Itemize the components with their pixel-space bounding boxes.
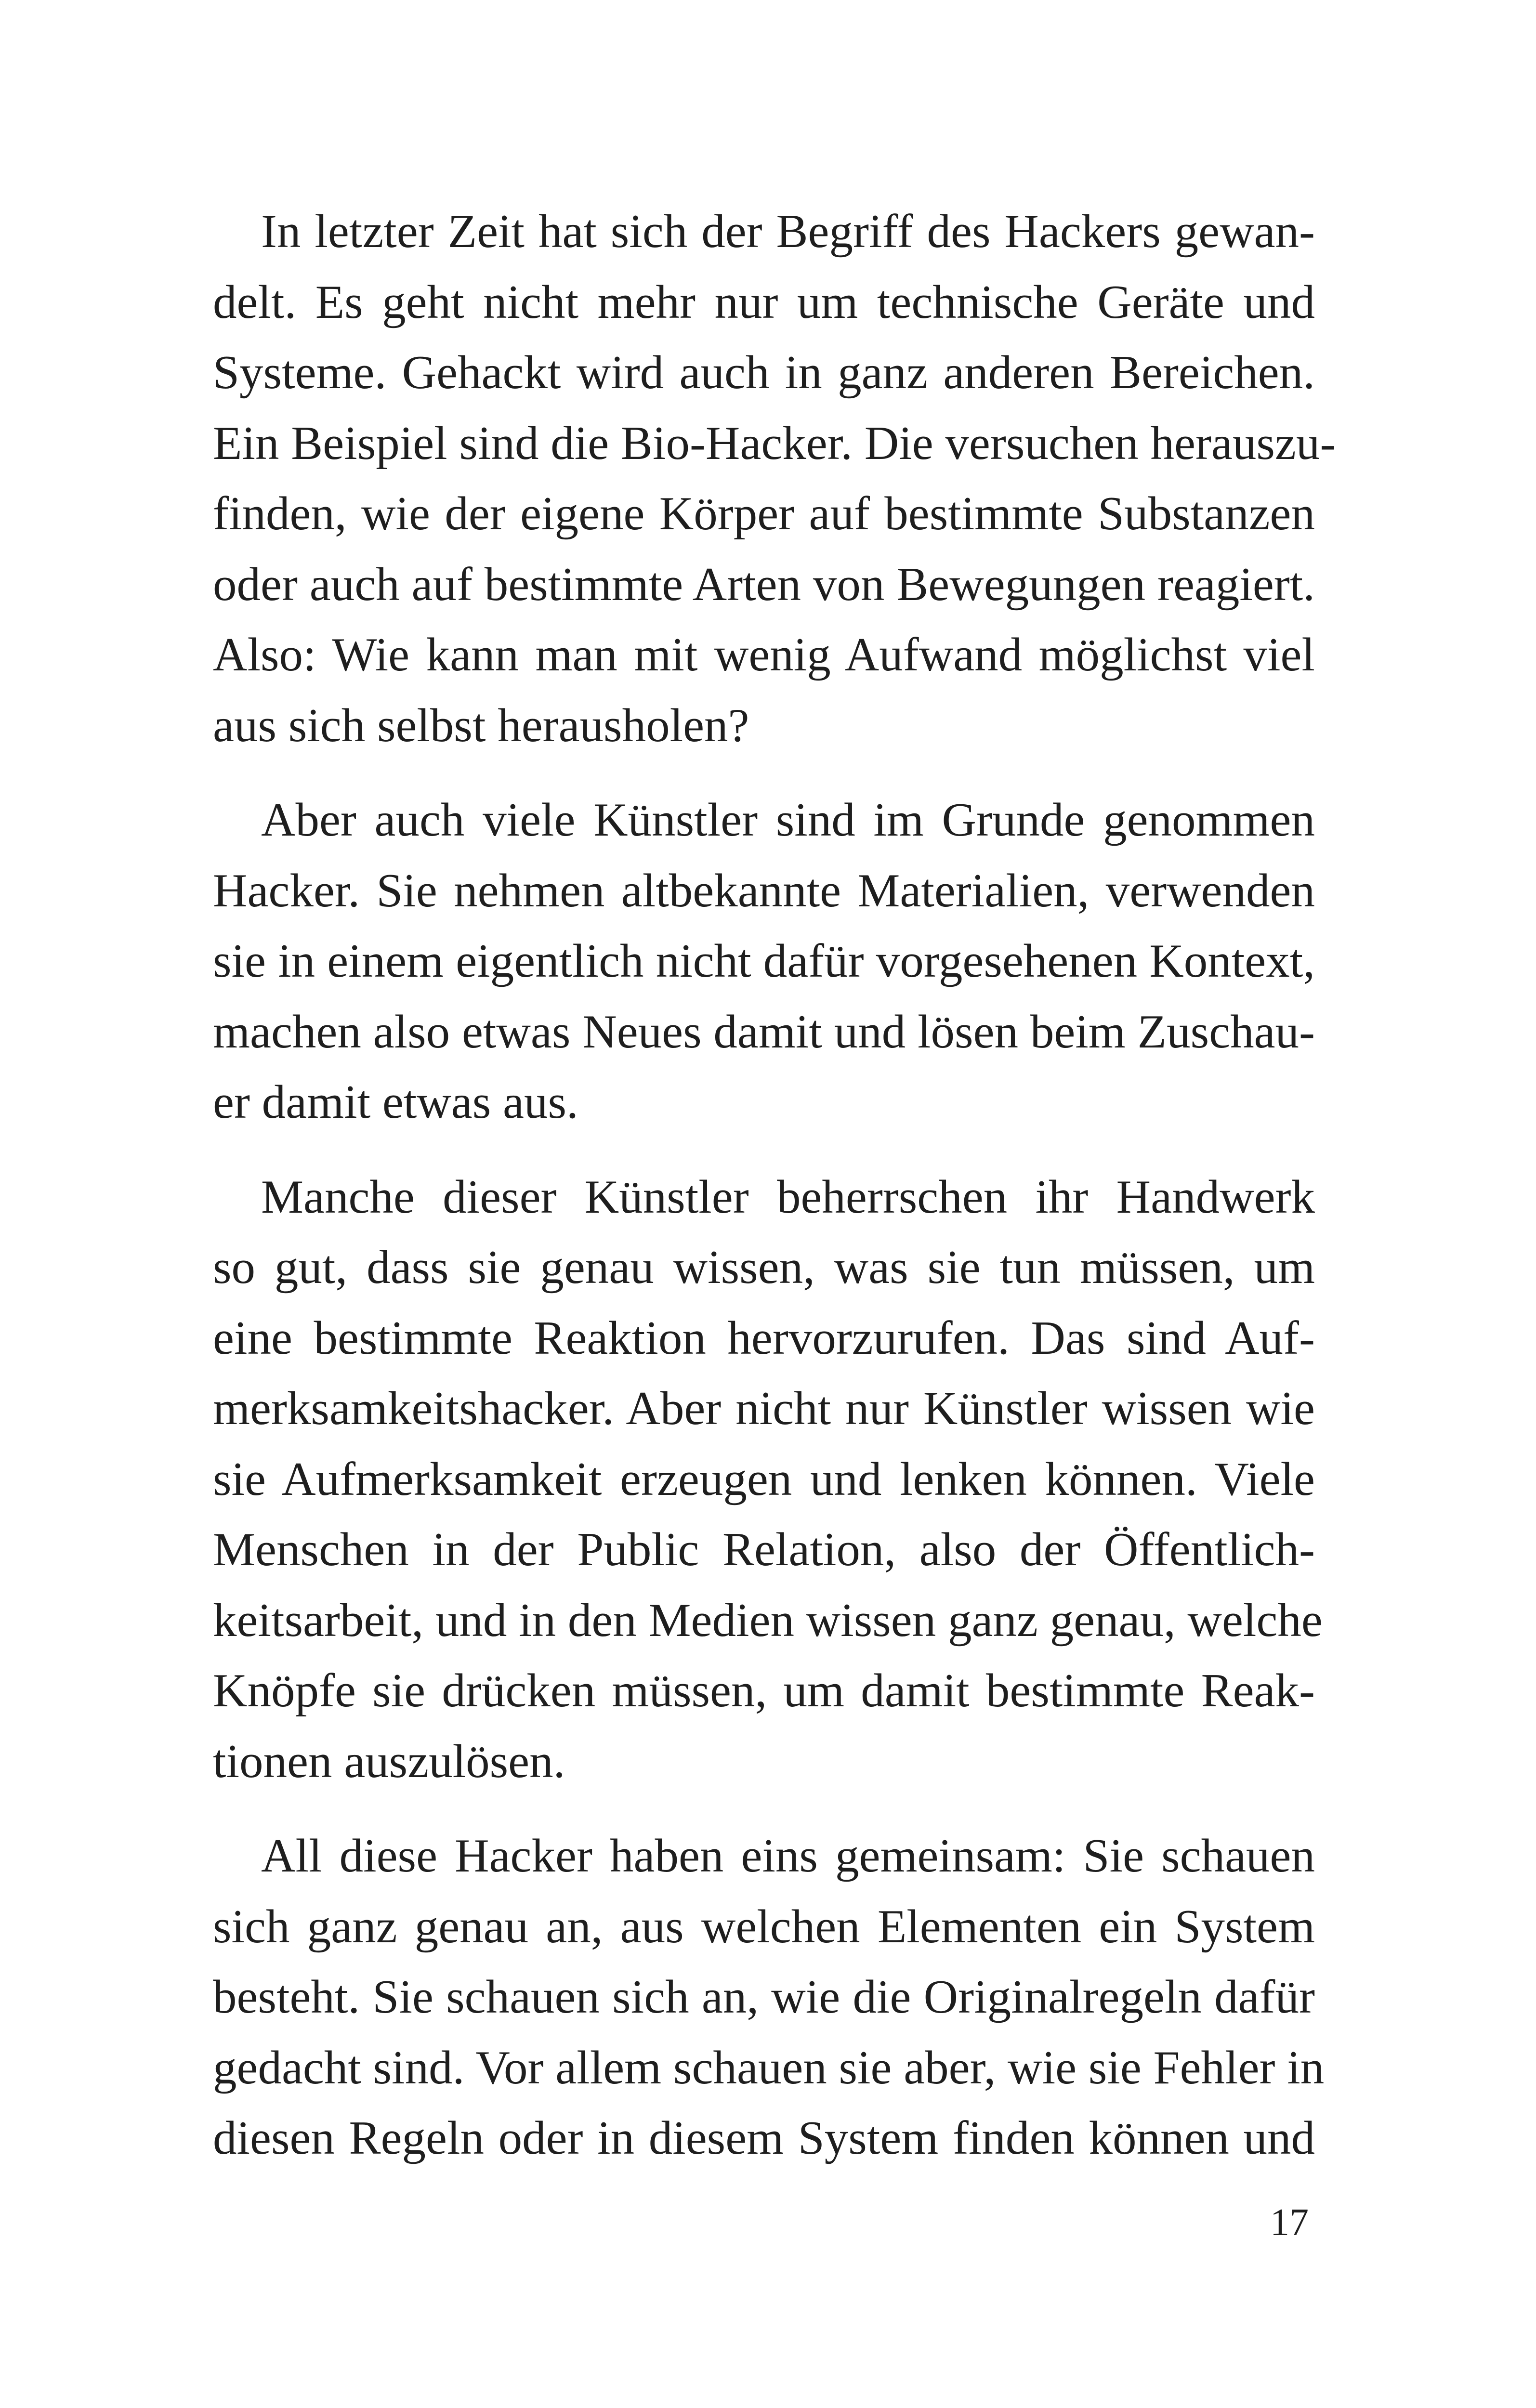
text-line: gedacht sind. Vor allem schauen sie aber, wie sie Fehler in [213, 2041, 1325, 2094]
text-line: keitsarbeit, und in den Medien wissen ganz genau, welche [213, 1594, 1323, 1647]
paragraph-1 [213, 196, 1336, 761]
text-line: sie in einem eigentlich nicht dafür vorgesehenen Kontext, [213, 935, 1315, 987]
text-line: tionen auszulösen. [213, 1735, 565, 1788]
text-line: Aber auch viele Künstler sind im Grunde genommen [261, 794, 1315, 846]
text-line: Menschen in der Public Relation, also der Öffentlich- [213, 1523, 1315, 1576]
body-text [213, 196, 1336, 2198]
text-line: so gut, dass sie genau wissen, was sie tun müssen, um [213, 1241, 1315, 1294]
text-line: Also: Wie kann man mit wenig Aufwand möglichst viel [213, 628, 1315, 681]
paragraph-3 [213, 1162, 1323, 1797]
paragraph-2 [213, 785, 1315, 1138]
text-line: aus sich selbst herausholen? [213, 699, 749, 752]
text-line: sie Aufmerksamkeit erzeugen und lenken können. Viele [213, 1453, 1315, 1505]
page-number: 17 [1270, 2201, 1309, 2244]
text-line: Systeme. Gehackt wird auch in ganz anderen Bereichen. [213, 346, 1315, 399]
text-line: In letzter Zeit hat sich der Begriff des Hackers gewan- [261, 205, 1315, 258]
text-line: eine bestimmte Reaktion hervorzurufen. Das sind Auf- [213, 1311, 1315, 1364]
text-line: delt. Es geht nicht mehr nur um technische Geräte und [213, 275, 1315, 328]
text-line: er damit etwas aus. [213, 1076, 578, 1128]
text-line: besteht. Sie schauen sich an, wie die Originalregeln dafür [213, 1971, 1315, 2023]
text-line: machen also etwas Neues damit und lösen beim Zuschau- [213, 1005, 1315, 1058]
text-line: Knöpfe sie drücken müssen, um damit bestimmte Reak- [213, 1664, 1315, 1717]
text-line: All diese Hacker haben eins gemeinsam: Sie schauen [261, 1830, 1315, 1882]
text-line: diesen Regeln oder in diesem System finden können und [213, 2112, 1315, 2164]
text-line: finden, wie der eigene Körper auf bestimmte Substanzen [213, 487, 1315, 540]
text-line: oder auch auf bestimmte Arten von Bewegungen reagiert. [213, 558, 1315, 611]
paragraph-4 [213, 1821, 1325, 2174]
text-line: Manche dieser Künstler beherrschen ihr Handwerk [261, 1170, 1315, 1223]
text-line: Ein Beispiel sind die Bio-Hacker. Die versuchen herauszu- [213, 417, 1336, 470]
text-line: sich ganz genau an, aus welchen Elementen ein System [213, 1900, 1315, 1953]
text-line: Hacker. Sie nehmen altbekannte Materialien, verwenden [213, 864, 1315, 917]
text-line: merksamkeitshacker. Aber nicht nur Künstler wissen wie [213, 1382, 1315, 1435]
